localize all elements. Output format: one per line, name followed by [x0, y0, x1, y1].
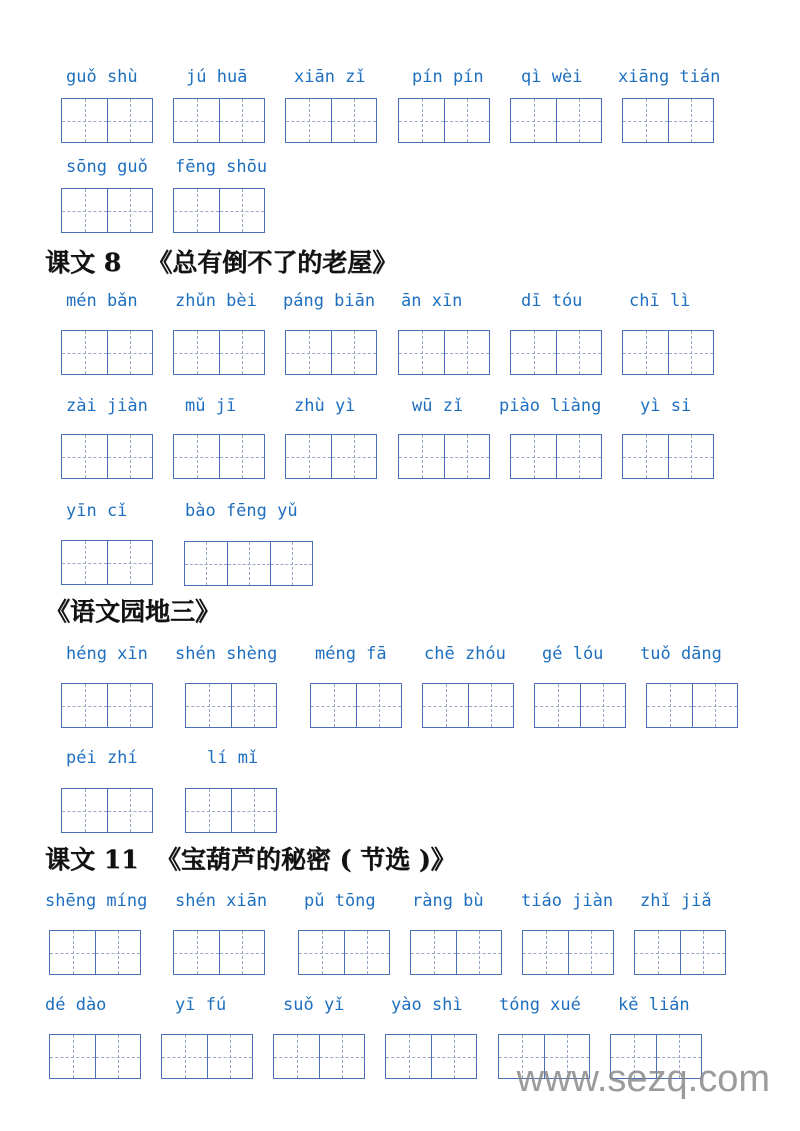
writing-grid[interactable] — [410, 930, 502, 975]
pinyin-label: tiáo jiàn — [521, 891, 614, 911]
grid-cell[interactable] — [174, 189, 219, 232]
grid-cell[interactable] — [623, 331, 668, 374]
grid-cell[interactable] — [174, 331, 219, 374]
pinyin-label: pǔ tōng — [304, 891, 376, 911]
grid-cell[interactable] — [107, 684, 152, 727]
grid-cell[interactable] — [62, 789, 107, 832]
grid-cell[interactable] — [668, 99, 713, 142]
pinyin-label: qì wèi — [521, 67, 583, 87]
grid-cell[interactable] — [231, 789, 276, 832]
pinyin-label: tóng xué — [499, 995, 581, 1015]
writing-grid[interactable] — [273, 1034, 365, 1079]
pinyin-label: héng xīn — [66, 644, 148, 664]
grid-cell[interactable] — [468, 684, 513, 727]
grid-cell[interactable] — [535, 684, 580, 727]
writing-grid[interactable] — [173, 434, 265, 479]
pinyin-label: chī lì — [629, 291, 691, 311]
grid-cell[interactable] — [311, 684, 356, 727]
pinyin-label: dī tóu — [521, 291, 583, 311]
pinyin-label: lí mǐ — [207, 748, 259, 768]
writing-grid[interactable] — [510, 98, 602, 143]
grid-cell[interactable] — [286, 99, 331, 142]
grid-cell[interactable] — [62, 99, 107, 142]
grid-cell[interactable] — [344, 931, 389, 974]
grid-cell[interactable] — [62, 541, 107, 584]
pinyin-label: shén xiān — [175, 891, 268, 911]
grid-cell[interactable] — [219, 189, 264, 232]
pinyin-label: mén bǎn — [66, 291, 138, 311]
pinyin-label: shēng míng — [45, 891, 148, 911]
grid-cell[interactable] — [186, 789, 231, 832]
grid-cell[interactable] — [174, 435, 219, 478]
grid-cell[interactable] — [270, 542, 312, 585]
pinyin-label: ràng bù — [412, 891, 484, 911]
grid-cell[interactable] — [62, 189, 107, 232]
pinyin-label: méng fā — [315, 644, 387, 664]
writing-grid[interactable] — [398, 330, 490, 375]
writing-grid[interactable] — [534, 683, 626, 728]
writing-grid[interactable] — [510, 434, 602, 479]
grid-cell[interactable] — [623, 435, 668, 478]
writing-grid[interactable] — [185, 788, 277, 833]
writing-grid[interactable] — [285, 98, 377, 143]
grid-cell[interactable] — [95, 931, 140, 974]
lesson-heading: 课文 8 《总有倒不了的老屋》 — [45, 248, 398, 277]
writing-grid[interactable] — [634, 930, 726, 975]
grid-cell[interactable] — [399, 435, 444, 478]
grid-cell[interactable] — [174, 99, 219, 142]
grid-cell[interactable] — [511, 435, 556, 478]
grid-cell[interactable] — [219, 99, 264, 142]
writing-grid[interactable] — [298, 930, 390, 975]
grid-cell[interactable] — [174, 931, 219, 974]
writing-grid[interactable] — [622, 434, 714, 479]
writing-grid[interactable] — [185, 683, 277, 728]
grid-cell[interactable] — [399, 99, 444, 142]
writing-grid[interactable] — [422, 683, 514, 728]
pinyin-label: gé lóu — [542, 644, 604, 664]
grid-cell[interactable] — [399, 331, 444, 374]
grid-cell[interactable] — [207, 1035, 252, 1078]
grid-cell[interactable] — [456, 931, 501, 974]
grid-cell[interactable] — [668, 435, 713, 478]
grid-cell[interactable] — [331, 99, 376, 142]
grid-cell[interactable] — [523, 931, 568, 974]
grid-cell[interactable] — [219, 331, 264, 374]
grid-cell[interactable] — [431, 1035, 476, 1078]
grid-cell[interactable] — [219, 931, 264, 974]
pinyin-label: yì si — [640, 396, 692, 416]
grid-cell[interactable] — [50, 1035, 95, 1078]
grid-cell[interactable] — [568, 931, 613, 974]
grid-cell[interactable] — [185, 542, 227, 585]
pinyin-label: zhǔn bèi — [175, 291, 257, 311]
pinyin-label: yào shì — [391, 995, 463, 1015]
writing-grid[interactable] — [61, 788, 153, 833]
writing-grid-three[interactable] — [184, 541, 313, 586]
grid-cell[interactable] — [411, 931, 456, 974]
grid-cell[interactable] — [444, 435, 489, 478]
grid-cell[interactable] — [511, 331, 556, 374]
pinyin-label: xiān zǐ — [294, 67, 366, 87]
writing-grid[interactable] — [285, 434, 377, 479]
grid-cell[interactable] — [680, 931, 725, 974]
pinyin-label: xiāng tián — [618, 67, 721, 87]
writing-grid[interactable] — [49, 930, 141, 975]
writing-grid[interactable] — [49, 1034, 141, 1079]
grid-cell[interactable] — [107, 331, 152, 374]
grid-cell[interactable] — [107, 435, 152, 478]
grid-cell[interactable] — [668, 331, 713, 374]
pinyin-label: bào fēng yǔ — [185, 501, 298, 521]
pinyin-label: wū zǐ — [412, 396, 464, 416]
grid-cell[interactable] — [331, 435, 376, 478]
grid-cell[interactable] — [274, 1035, 319, 1078]
grid-cell[interactable] — [95, 1035, 140, 1078]
pinyin-label: yīn cǐ — [66, 501, 128, 521]
grid-cell[interactable] — [62, 331, 107, 374]
pinyin-label: shén shèng — [175, 644, 278, 664]
grid-cell[interactable] — [62, 684, 107, 727]
grid-cell[interactable] — [623, 99, 668, 142]
pinyin-label: ān xīn — [401, 291, 463, 311]
pinyin-label: tuǒ dāng — [640, 644, 722, 664]
writing-grid[interactable] — [522, 930, 614, 975]
writing-grid[interactable] — [61, 188, 153, 233]
pinyin-label: chē zhóu — [424, 644, 506, 664]
grid-cell[interactable] — [423, 684, 468, 727]
grid-cell[interactable] — [556, 435, 601, 478]
pinyin-label: dé dào — [45, 995, 107, 1015]
grid-cell[interactable] — [62, 435, 107, 478]
grid-cell[interactable] — [647, 684, 692, 727]
pinyin-label: zài jiàn — [66, 396, 148, 416]
writing-grid[interactable] — [622, 330, 714, 375]
pinyin-label: fēng shōu — [175, 157, 268, 177]
pinyin-label: zhù yì — [294, 396, 356, 416]
pinyin-label: jú huā — [186, 67, 248, 87]
watermark: www.sezq.com — [516, 1058, 770, 1100]
grid-cell[interactable] — [692, 684, 737, 727]
grid-cell[interactable] — [286, 435, 331, 478]
grid-cell[interactable] — [356, 684, 401, 727]
grid-cell[interactable] — [107, 541, 152, 584]
writing-grid[interactable] — [173, 98, 265, 143]
pinyin-label: yī fú — [175, 995, 227, 1015]
pinyin-label: guǒ shù — [66, 67, 138, 87]
writing-grid[interactable] — [61, 434, 153, 479]
writing-grid[interactable] — [173, 188, 265, 233]
writing-grid[interactable] — [61, 98, 153, 143]
grid-cell[interactable] — [635, 931, 680, 974]
grid-cell[interactable] — [556, 99, 601, 142]
grid-cell[interactable] — [299, 931, 344, 974]
writing-grid[interactable] — [385, 1034, 477, 1079]
grid-cell[interactable] — [331, 331, 376, 374]
grid-cell[interactable] — [50, 931, 95, 974]
writing-grid[interactable] — [61, 540, 153, 585]
grid-cell[interactable] — [319, 1035, 364, 1078]
grid-cell[interactable] — [107, 789, 152, 832]
grid-cell[interactable] — [444, 331, 489, 374]
grid-cell[interactable] — [556, 331, 601, 374]
grid-cell[interactable] — [107, 99, 152, 142]
writing-grid[interactable] — [61, 683, 153, 728]
writing-grid[interactable] — [310, 683, 402, 728]
grid-cell[interactable] — [231, 684, 276, 727]
writing-grid[interactable] — [285, 330, 377, 375]
grid-cell[interactable] — [219, 435, 264, 478]
pinyin-label: pín pín — [412, 67, 484, 87]
pinyin-label: kě lián — [618, 995, 690, 1015]
writing-grid[interactable] — [510, 330, 602, 375]
pinyin-label: mǔ jī — [185, 396, 237, 416]
grid-cell[interactable] — [162, 1035, 207, 1078]
pinyin-label: piào liàng — [499, 396, 602, 416]
writing-grid[interactable] — [622, 98, 714, 143]
writing-grid[interactable] — [61, 330, 153, 375]
writing-grid[interactable] — [173, 930, 265, 975]
grid-cell[interactable] — [227, 542, 270, 585]
pinyin-label: páng biān — [283, 291, 376, 311]
pinyin-label: péi zhí — [66, 748, 138, 768]
grid-cell[interactable] — [386, 1035, 431, 1078]
grid-cell[interactable] — [511, 99, 556, 142]
lesson-heading: 课文 11 《宝葫芦的秘密 ( 节选 )》 — [45, 845, 456, 874]
pinyin-label: zhǐ jiǎ — [640, 891, 712, 911]
grid-cell[interactable] — [444, 99, 489, 142]
grid-cell[interactable] — [186, 684, 231, 727]
lesson-heading: 《语文园地三》 — [45, 597, 221, 626]
writing-grid[interactable] — [398, 434, 490, 479]
pinyin-label: sōng guǒ — [66, 157, 148, 177]
writing-grid[interactable] — [161, 1034, 253, 1079]
grid-cell[interactable] — [286, 331, 331, 374]
writing-grid[interactable] — [646, 683, 738, 728]
writing-grid[interactable] — [173, 330, 265, 375]
grid-cell[interactable] — [107, 189, 152, 232]
grid-cell[interactable] — [580, 684, 625, 727]
pinyin-label: suǒ yǐ — [283, 995, 345, 1015]
writing-grid[interactable] — [398, 98, 490, 143]
